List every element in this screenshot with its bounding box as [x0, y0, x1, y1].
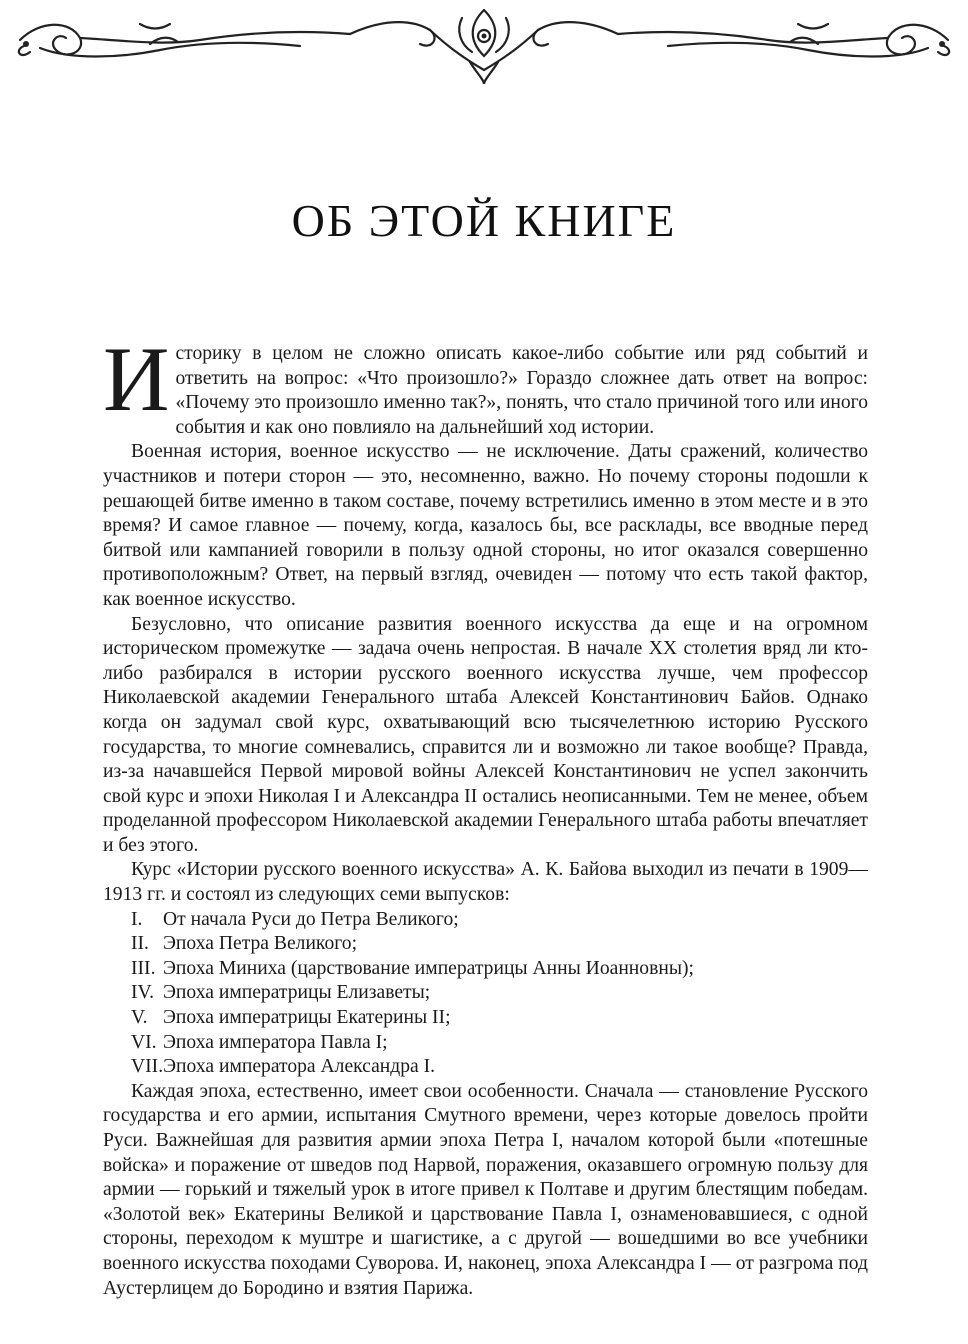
list-item-number: II. [131, 933, 149, 955]
paragraph-2: Военная история, военное искусство — не исключение. Даты сражений, количество участников и потери сторон — это, несомненно, важно. Но почему стороны подошли к решающей битве именно в таком составе, почему встретились именно в этом месте и в это время? И самое главное — почему, когда, казалось бы, все расклады, все вводные перед битвой или кампанией говорили в пользу одной стороны, но итог оказался совершенно противоположным? Ответ, на первый взгляд, очевиден — потому что есть такой фактор, как военное искусство. [103, 441, 868, 610]
list-item-text: От начала Руси до Петра Великого; [163, 908, 459, 930]
list-item-number: VII. [131, 1056, 164, 1078]
list-item-text: Эпоха Миниха (царствование императрицы Анны Иоанновны); [163, 957, 694, 979]
header-ornament [0, 0, 968, 90]
list-item-text: Эпоха императрицы Елизаветы; [163, 982, 431, 1004]
paragraph-4: Курс «Истории русского военного искусства» А. К. Байова выходил из печати в 1909—1913 гг. и состоял из следующих семи выпусков: [103, 859, 868, 906]
drop-cap: И [103, 328, 170, 430]
list-item-text: Эпоха императора Павла I; [163, 1031, 388, 1053]
body-text [103, 328, 868, 1301]
list-item-number: I. [131, 908, 143, 930]
list-item [131, 1006, 868, 1031]
paragraph-1-text: сторику в целом не сложно описать какое-либо событие или ряд событий и ответить на вопрос: «Что произошло?» Гораздо сложнее дать ответ на вопрос: «Почему это произошло именно так?», понять, что стало причиной того или иного события и как оно повлияло на дальнейший ход истории. [175, 343, 868, 438]
issues-list [103, 908, 868, 1080]
list-item [131, 932, 868, 957]
list-item [131, 1055, 868, 1080]
list-item-number: VI. [131, 1031, 157, 1053]
list-item-number: V. [131, 1007, 148, 1029]
list-item [131, 957, 868, 982]
paragraph-3: Безусловно, что описание развития военного искусства да еще и на огромном историческом промежутке — задача очень непростая. В начале XX столетия вряд ли кто-либо разбирался в истории русского военного искусства лучше, чем профессор Николаевской академии Генерального штаба Алексей Константинович Байов. Однако когда он задумал свой курс, охватывающий всю тысячелетнюю историю Русского государства, то многие сомневались, справится ли и возможно ли такое вообще? Правда, из-за начавшейся Первой мировой войны Алексей Константинович не успел закончить свой курс и эпохи Николая I и Александра II остались неописанными. Тем не менее, объем проделанной профессором Николаевской академии Генерального штаба работы впечатляет и без этого. [103, 613, 868, 856]
list-item-number: IV. [131, 982, 155, 1004]
list-item-text: Эпоха императрицы Екатерины II; [163, 1007, 451, 1029]
list-item [131, 981, 868, 1006]
paragraph-1 [103, 328, 868, 440]
list-item [131, 908, 868, 933]
paragraph-5: Каждая эпоха, естественно, имеет свои особенности. Сначала — становление Русского государства и его армии, испытания Смутного времени, через которые довелось пройти Руси. Важнейшая для развития армии эпоха Петра I, началом которой были «потешные войска» и поражение от шведов под Нарвой, поражения, оказавшего огромную пользу для армии — горький и тяжелый урок в итоге привел к Полтаве и другим блестящим победам. «Золотой век» Екатерины Великой и царствование Павла I, ознаменовавшиеся, с одной стороны, переходом к муштре и шагистике, а с другой — вошедшими во все учебники военного искусства походами Суворова. И, наконец, эпоха Александра I — от разгрома под Аустерлицем до Бородино и взятия Парижа. [103, 1080, 868, 1299]
list-item-text: Эпоха Петра Великого; [163, 933, 358, 955]
page-title: ОБ ЭТОЙ КНИГЕ [291, 195, 677, 246]
list-item [131, 1031, 868, 1056]
list-item-text: Эпоха императора Александра I. [163, 1056, 436, 1078]
list-item-number: III. [131, 957, 156, 979]
